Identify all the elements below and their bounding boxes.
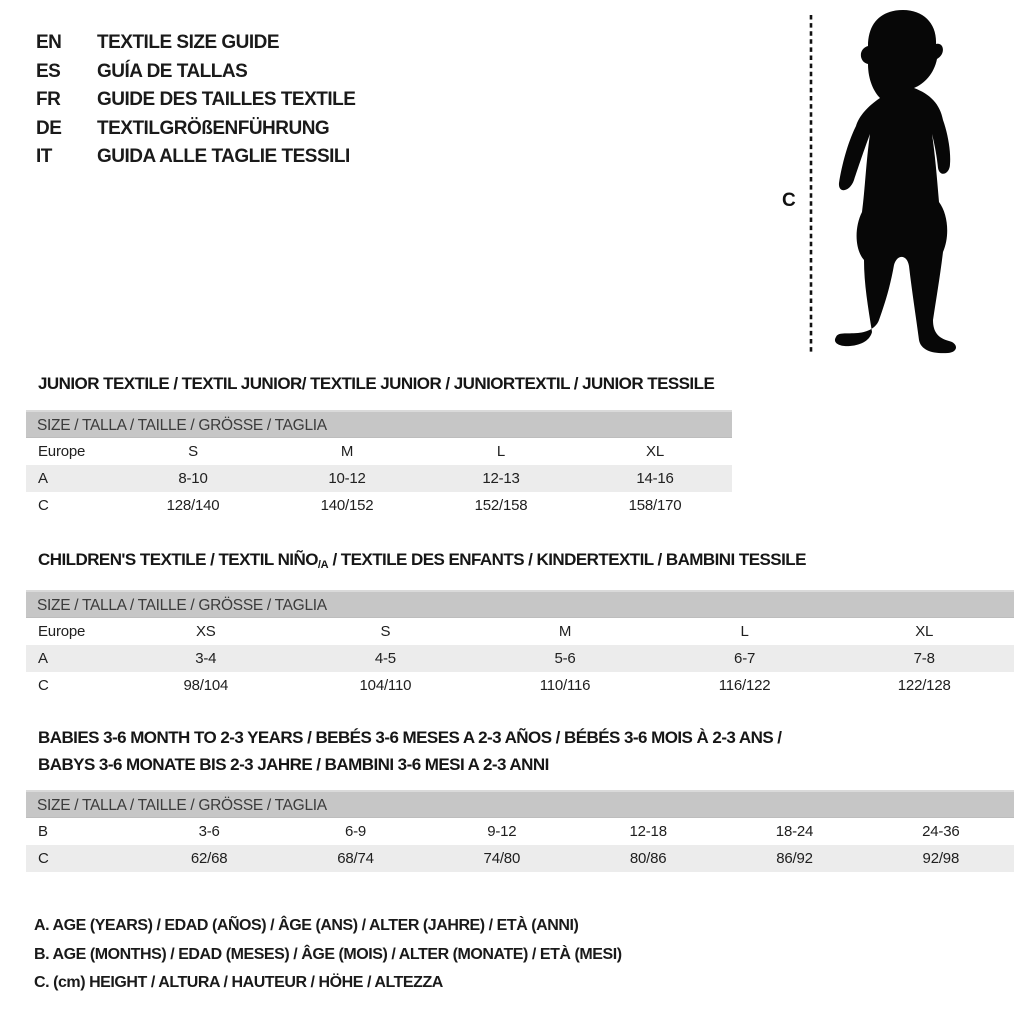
table-cell: 10-12 <box>328 470 366 487</box>
table-cell: 5-6 <box>554 650 576 667</box>
language-title: GUIDA ALLE TAGLIE TESSILI <box>97 146 350 168</box>
table-cell: 18-24 <box>775 823 814 840</box>
row-label: A <box>38 470 48 487</box>
table-cell: L <box>496 443 506 460</box>
table-cell: 8-10 <box>178 470 208 487</box>
table-cell: 12-18 <box>629 823 667 840</box>
table-row <box>26 438 732 465</box>
note-c: C. (cm) HEIGHT / ALTURA / HAUTEUR / HÖHE / ALTEZZA <box>34 974 443 991</box>
note-a: A. AGE (YEARS) / EDAD (AÑOS) / ÂGE (ANS) / ALTER (JAHRE) / ETÀ (ANNI) <box>34 917 579 934</box>
table-cell: M <box>340 443 354 460</box>
children-heading-prefix: CHILDREN'S TEXTILE / TEXTIL NIÑO <box>38 550 318 569</box>
note-b: B. AGE (MONTHS) / EDAD (MESES) / ÂGE (MOIS) / ALTER (MONATE) / ETÀ (MESI) <box>34 945 622 963</box>
child-silhouette-figure <box>778 2 1008 362</box>
table-cell: 128/140 <box>166 497 220 514</box>
table-cell: 12-13 <box>482 470 520 487</box>
babies-heading-line2: BABYS 3-6 MONATE BIS 2-3 JAHRE / BAMBINI 3-6 MESI A 2-3 ANNI <box>38 755 549 774</box>
table-cell: 74/80 <box>483 850 521 867</box>
row-label: C <box>38 677 49 694</box>
table-row <box>26 672 1014 699</box>
table-cell: S <box>380 623 391 640</box>
language-title: TEXTILGRÖßENFÜHRUNG <box>97 117 330 139</box>
language-title: TEXTILE SIZE GUIDE <box>97 32 280 53</box>
language-code: DE <box>36 117 62 139</box>
table-cell: 122/128 <box>897 677 951 694</box>
table-row <box>26 465 732 492</box>
table-cell: 152/158 <box>474 497 528 514</box>
language-title: GUÍA DE TALLAS <box>97 60 248 82</box>
table-rows <box>26 438 732 519</box>
language-row <box>36 58 355 87</box>
table-cell: 6-9 <box>344 823 367 840</box>
table-cell: 110/116 <box>539 677 591 694</box>
table-cell: 9-12 <box>487 823 517 840</box>
footnotes <box>34 912 622 998</box>
row-label: B <box>38 823 48 840</box>
language-code: FR <box>36 89 61 111</box>
children-heading-sub: /A <box>317 559 329 571</box>
table-cell: 4-5 <box>374 650 396 667</box>
table-rows <box>26 818 1014 872</box>
table-cell: 6-7 <box>734 650 756 667</box>
table-cell: 116/122 <box>718 677 771 694</box>
table-row <box>26 645 1014 672</box>
babies-heading-line1: BABIES 3-6 MONTH TO 2-3 YEARS / BEBÉS 3-6 MESES A 2-3 AÑOS / BÉBÉS 3-6 MOIS À 2-3 ANS / <box>38 728 782 747</box>
size-table-header: SIZE / TALLA / TAILLE / GRÖSSE / TAGLIA <box>26 790 1014 818</box>
table-cell: S <box>188 443 198 460</box>
size-table-header: SIZE / TALLA / TAILLE / GRÖSSE / TAGLIA <box>26 590 1014 618</box>
junior-size-table <box>26 410 732 519</box>
table-cell: 68/74 <box>337 850 374 867</box>
table-row <box>26 618 1014 645</box>
table-row <box>26 492 732 519</box>
row-label: C <box>38 497 49 514</box>
row-label: A <box>38 650 48 667</box>
language-row <box>36 143 355 172</box>
table-row <box>26 818 1014 845</box>
table-cell: XS <box>195 623 216 640</box>
language-list <box>36 29 355 172</box>
table-cell: 92/98 <box>922 850 960 867</box>
language-row <box>36 29 355 58</box>
table-cell: 104/110 <box>359 677 412 694</box>
table-rows <box>26 618 1014 699</box>
table-cell: M <box>558 623 572 640</box>
children-heading-suffix: / TEXTILE DES ENFANTS / KINDERTEXTIL / BAMBINI TESSILE <box>328 550 806 569</box>
table-cell: 14-16 <box>636 470 674 487</box>
child-silhouette-svg <box>778 2 1008 362</box>
junior-section-heading: JUNIOR TEXTILE / TEXTIL JUNIOR/ TEXTILE JUNIOR / JUNIORTEXTIL / JUNIOR TESSILE <box>38 374 715 393</box>
table-cell: 98/104 <box>183 677 229 694</box>
babies-section-heading <box>38 724 918 778</box>
children-section-heading <box>38 546 806 579</box>
table-cell: 62/68 <box>190 850 228 867</box>
language-code: ES <box>36 60 61 82</box>
row-label: C <box>38 850 49 867</box>
table-cell: L <box>740 623 749 640</box>
table-cell: 7-8 <box>913 650 935 667</box>
table-cell: XL <box>915 623 934 640</box>
toddler-silhouette <box>835 10 956 353</box>
table-cell: XL <box>646 443 664 460</box>
table-cell: 24-36 <box>922 823 960 840</box>
children-size-table <box>26 590 1014 699</box>
language-code: EN <box>36 32 62 53</box>
language-row <box>36 115 355 144</box>
table-cell: 86/92 <box>776 850 813 867</box>
language-row <box>36 86 355 115</box>
size-table-header: SIZE / TALLA / TAILLE / GRÖSSE / TAGLIA <box>26 410 732 438</box>
row-label: Europe <box>38 443 86 460</box>
table-cell: 158/170 <box>628 497 682 514</box>
table-cell: 80/86 <box>629 850 667 867</box>
table-cell: 3-4 <box>195 650 217 667</box>
table-cell: 3-6 <box>198 823 220 840</box>
language-title: GUIDE DES TAILLES TEXTILE <box>97 89 356 111</box>
table-cell: 140/152 <box>320 497 374 514</box>
table-row <box>26 845 1014 872</box>
row-label: Europe <box>38 623 86 640</box>
babies-size-table <box>26 790 1014 872</box>
language-code: IT <box>36 146 52 168</box>
height-label: C <box>782 190 796 211</box>
